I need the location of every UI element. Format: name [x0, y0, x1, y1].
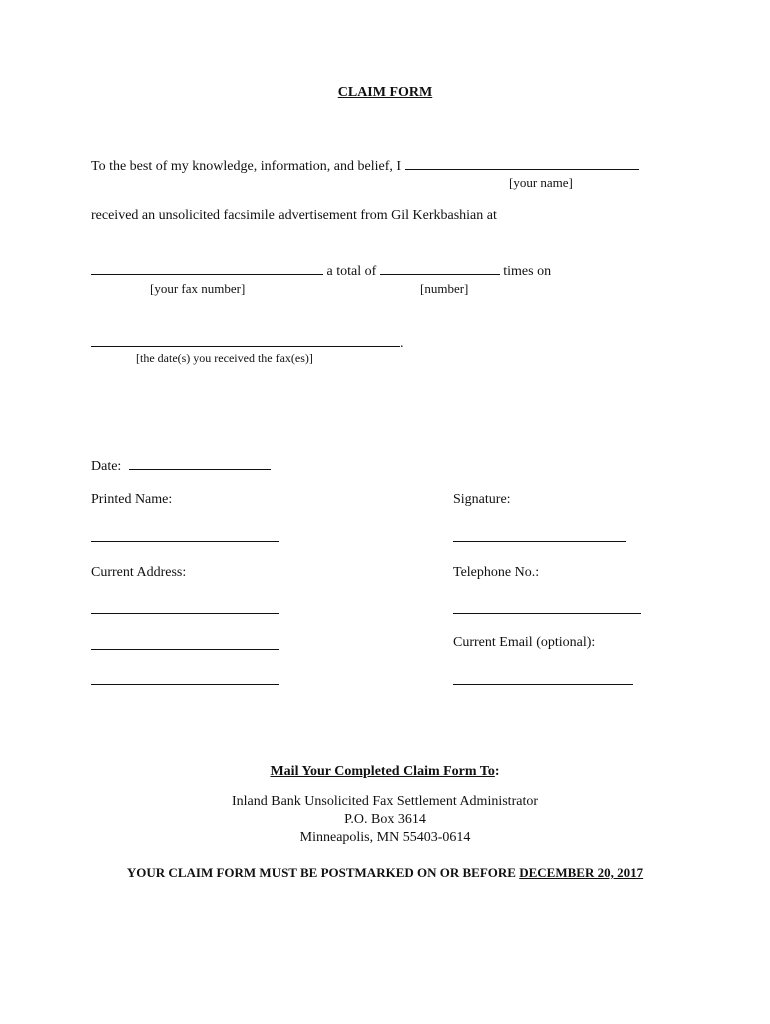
statement-received: received an unsolicited facsimile advertisement from Gil Kerkbashian at	[91, 208, 497, 223]
mail-heading	[0, 764, 770, 780]
mail-address-line-3: Minneapolis, MN 55403-0614	[299, 830, 471, 845]
hint-fax-number: [your fax number]	[150, 281, 246, 296]
form-title: CLAIM FORM	[337, 85, 433, 100]
times-count-blank[interactable]	[380, 262, 500, 275]
printed-name-label: Printed Name:	[91, 492, 173, 507]
dates-blank[interactable]	[91, 334, 400, 347]
deadline-prefix: YOUR CLAIM FORM MUST BE POSTMARKED ON OR BEFORE	[126, 865, 516, 880]
email-label: Current Email (optional):	[453, 635, 596, 650]
deadline-notice	[0, 865, 770, 881]
times-on-text: times on	[503, 264, 552, 279]
a-total-of-text: a total of	[326, 264, 377, 279]
email-blank[interactable]	[453, 684, 633, 685]
statement-prefix: To the best of my knowledge, information, and belief, I	[91, 159, 402, 174]
address-blank-2[interactable]	[91, 649, 279, 650]
date-blank[interactable]	[129, 457, 271, 470]
mail-address-line-2: P.O. Box 3614	[344, 812, 426, 827]
printed-name-blank[interactable]	[91, 541, 279, 542]
statement-line-3	[91, 262, 551, 280]
hint-your-name: [your name]	[509, 175, 573, 190]
hint-number: [number]	[420, 281, 469, 296]
telephone-label: Telephone No.:	[453, 565, 540, 580]
telephone-blank[interactable]	[453, 613, 641, 614]
signature-blank[interactable]	[453, 541, 626, 542]
mail-heading-text: Mail Your Completed Claim Form To	[270, 764, 495, 779]
name-blank[interactable]	[405, 157, 639, 170]
statement-line-1	[91, 157, 639, 175]
date-label: Date:	[91, 459, 122, 474]
mail-address-line-1: Inland Bank Unsolicited Fax Settlement Administrator	[231, 794, 538, 809]
statement-line-4	[91, 334, 404, 352]
signature-label: Signature:	[453, 492, 511, 507]
date-field	[91, 457, 271, 475]
mail-heading-colon: :	[494, 764, 500, 779]
hint-dates: [the date(s) you received the fax(es)]	[136, 351, 313, 365]
deadline-date: DECEMBER 20, 2017	[519, 865, 644, 880]
address-blank-3[interactable]	[91, 684, 279, 685]
address-blank-1[interactable]	[91, 613, 279, 614]
current-address-label: Current Address:	[91, 565, 187, 580]
fax-number-blank[interactable]	[91, 262, 323, 275]
dates-period: .	[400, 336, 404, 351]
